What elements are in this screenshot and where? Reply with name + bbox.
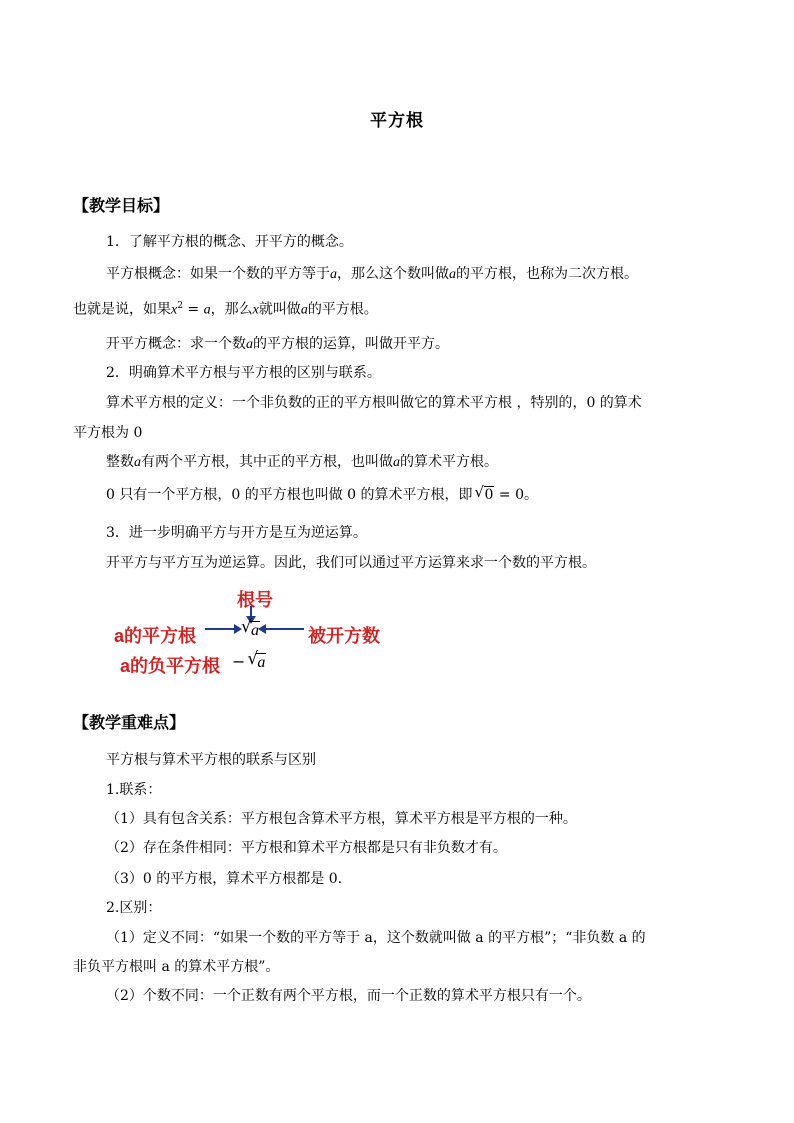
text: 的平方根。 bbox=[307, 301, 378, 318]
value: 0 bbox=[515, 487, 525, 503]
var-a: a bbox=[330, 267, 337, 282]
var-a: a bbox=[449, 267, 456, 282]
text: 就叫做 bbox=[258, 301, 301, 318]
radical-icon: √ bbox=[241, 617, 252, 637]
radical-icon: √ bbox=[247, 649, 259, 669]
text: 开平方概念：求一个数 bbox=[106, 336, 246, 352]
difference-item-2: （2）个数不同：一个正数有两个平方根，而一个正数的算术平方根只有一个。 bbox=[106, 988, 591, 1004]
text: 也就是说，如果 bbox=[73, 301, 171, 318]
text: 。 bbox=[524, 487, 539, 503]
exponent: 2 bbox=[177, 301, 183, 311]
text: 0 只有一个平方根，0 的平方根也叫做 0 的算术平方根，即 bbox=[106, 487, 473, 503]
text: 整数 bbox=[106, 454, 134, 470]
var-x: x bbox=[171, 302, 178, 318]
radicand-a: a bbox=[257, 654, 266, 671]
definition-extraction bbox=[106, 335, 449, 354]
sqrt-a-symbol bbox=[239, 617, 260, 640]
definition-square-root bbox=[106, 265, 638, 284]
text: 的算术平方根。 bbox=[400, 454, 498, 470]
label-radical-sign: 根号 bbox=[237, 590, 273, 610]
radicand: 0 bbox=[484, 487, 494, 503]
relation-heading: 1.联系： bbox=[106, 782, 162, 798]
relation-item-2: （2）存在条件相同：平方根和算术平方根都是只有非负数才有。 bbox=[106, 840, 507, 856]
label-square-root-of-a: a的平方根 bbox=[114, 626, 197, 646]
positive-number-roots bbox=[106, 453, 498, 472]
sqrt-zero-expression bbox=[474, 483, 495, 504]
minus-sign: − bbox=[232, 652, 246, 671]
var-a: a bbox=[300, 302, 308, 318]
equals: = bbox=[182, 301, 204, 318]
var-a: a bbox=[134, 455, 141, 470]
sqrt-expression bbox=[241, 617, 260, 640]
relation-item-1: （1）具有包含关系：平方根包含算术平方根，算术平方根是平方根的一种。 bbox=[106, 811, 577, 827]
difference-item-1: （1）定义不同：“如果一个数的平方等于 a，这个数就叫做 a 的平方根”；“非负数 a 的 bbox=[106, 930, 646, 946]
definition-square-root-formal bbox=[73, 297, 378, 320]
section-heading-key-points: 【教学重难点】 bbox=[73, 713, 186, 732]
definition-arithmetic-root: 算术平方根的定义：一个非负数的正的平方根叫做它的算术平方根 ，特别的，0 的算术 bbox=[106, 395, 642, 411]
text: ，那么这个数叫做 bbox=[337, 266, 449, 282]
page-title: 平方根 bbox=[370, 111, 424, 131]
relation-item-3: （3）0 的平方根，算术平方根都是 0. bbox=[106, 871, 343, 887]
definition-arithmetic-root-cont: 平方根为 0 bbox=[73, 425, 143, 441]
square-root-diagram bbox=[108, 584, 408, 679]
label-negative-square-root: a的负平方根 bbox=[120, 656, 221, 676]
equals: = bbox=[494, 487, 516, 503]
radicand-a: a bbox=[251, 622, 259, 639]
var-a: a bbox=[246, 337, 253, 352]
var-x: x bbox=[252, 302, 259, 318]
difference-heading: 2.区别： bbox=[106, 900, 162, 916]
objective-2: 2．明确算术平方根与平方根的区别与联系。 bbox=[106, 365, 381, 381]
text: 有两个平方根，其中正的平方根，也叫做 bbox=[141, 454, 393, 470]
var-a: a bbox=[393, 455, 400, 470]
section-heading-objectives: 【教学目标】 bbox=[73, 196, 170, 215]
sqrt-expression bbox=[247, 649, 266, 672]
difference-item-1-cont: 非负平方根叫 a 的算术平方根”。 bbox=[73, 959, 280, 975]
neg-sqrt-a-symbol bbox=[232, 649, 266, 672]
text: 的平方根的运算，叫做开平方。 bbox=[253, 336, 449, 352]
text: ，那么 bbox=[210, 301, 253, 318]
radical-icon: √ bbox=[474, 483, 485, 501]
objective-3: 3．进一步明确平方与开方是互为逆运算。 bbox=[106, 525, 367, 541]
inverse-operation-text: 开平方与平方互为逆运算。因此，我们可以通过平方运算来求一个数的平方根。 bbox=[106, 555, 596, 571]
text: 平方根概念：如果一个数的平方等于 bbox=[106, 266, 330, 282]
key-point-intro: 平方根与算术平方根的联系与区别 bbox=[106, 752, 316, 768]
text: 的平方根，也称为二次方根。 bbox=[456, 266, 638, 282]
label-radicand: 被开方数 bbox=[308, 626, 380, 646]
var-a: a bbox=[203, 302, 211, 318]
objective-1: 1．了解平方根的概念、开平方的概念。 bbox=[106, 234, 353, 250]
zero-root bbox=[106, 483, 539, 504]
